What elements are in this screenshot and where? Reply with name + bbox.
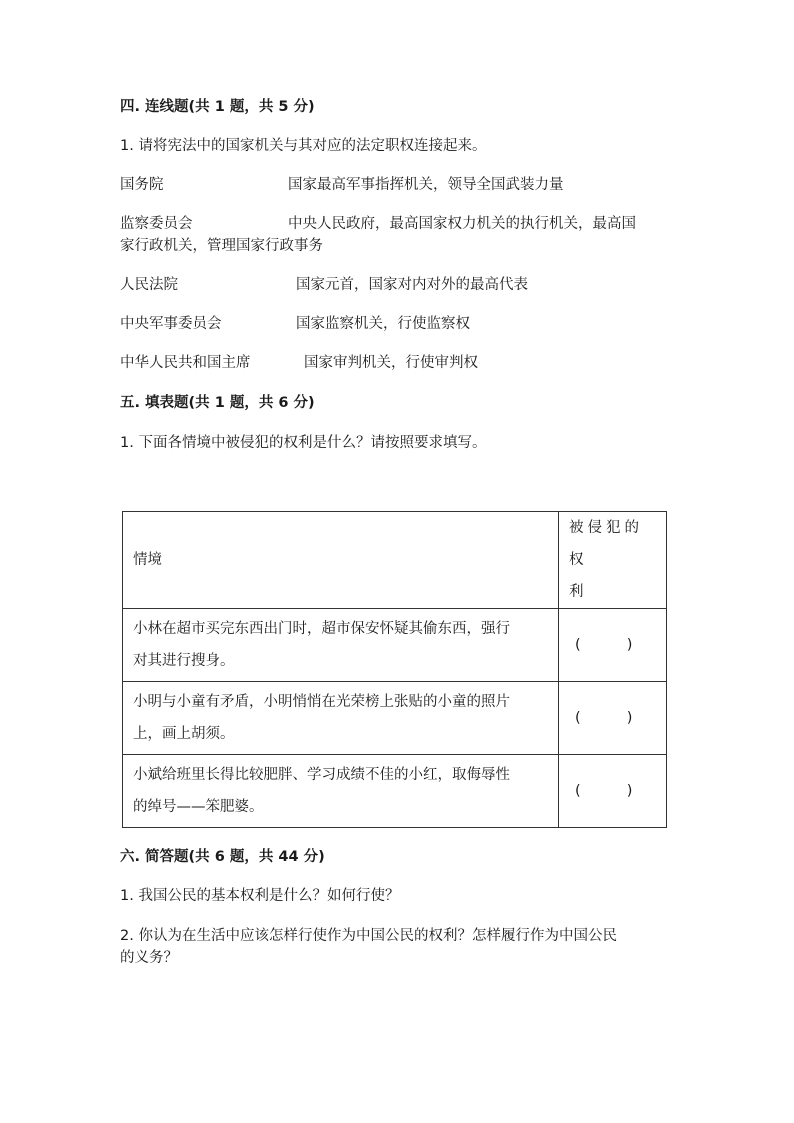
right-item: 国家审判机关，行使审判权 bbox=[304, 355, 478, 371]
question-5-1: 1. 下面各情境中被侵犯的权利是什么？请按照要求填写。 bbox=[120, 435, 487, 451]
right-item-continued: 家行政机关，管理国家行政事务 bbox=[120, 238, 323, 254]
header-violated-right-line1: 被侵犯的权 bbox=[569, 520, 643, 568]
situation-line: 的绰号——笨肥婆。 bbox=[133, 799, 264, 815]
situation-line: 对其进行搜身。 bbox=[133, 653, 235, 669]
answer-blank[interactable]: ( ) bbox=[559, 755, 667, 828]
table-header-row bbox=[123, 512, 667, 609]
answer-blank[interactable]: ( ) bbox=[559, 682, 667, 755]
question-6-1: 1. 我国公民的基本权利是什么？如何行使？ bbox=[120, 888, 400, 904]
situation-line: 小林在超市买完东西出门时，超市保安怀疑其偷东西，强行 bbox=[133, 621, 510, 637]
left-item: 中华人民共和国主席 bbox=[120, 355, 251, 371]
situation-line: 小斌给班里长得比较肥胖、学习成绩不佳的小红，取侮辱性 bbox=[133, 767, 510, 783]
left-item: 国务院 bbox=[120, 177, 164, 193]
header-situation: 情境 bbox=[123, 512, 559, 609]
situation-line: 上，画上胡须。 bbox=[133, 726, 235, 742]
situation-cell bbox=[123, 682, 559, 755]
question-6-2-continued: 的义务？ bbox=[120, 950, 178, 966]
left-item: 监察委员会 bbox=[120, 216, 193, 232]
right-item: 国家最高军事指挥机关，领导全国武装力量 bbox=[288, 177, 564, 193]
situation-line: 小明与小童有矛盾，小明悄悄在光荣榜上张贴的小童的照片 bbox=[133, 694, 510, 710]
situation-cell bbox=[123, 609, 559, 682]
table-row bbox=[123, 682, 667, 755]
section-6-title: 六. 简答题(共 6 题，共 44 分) bbox=[120, 849, 325, 865]
question-4-1: 1. 请将宪法中的国家机关与其对应的法定职权连接起来。 bbox=[120, 138, 487, 154]
right-item: 中央人民政府，最高国家权力机关的执行机关，最高国 bbox=[288, 216, 636, 232]
header-violated-right-line2: 利 bbox=[569, 584, 588, 600]
table-row bbox=[123, 609, 667, 682]
situation-cell bbox=[123, 755, 559, 828]
table-row bbox=[123, 755, 667, 828]
rights-table bbox=[122, 511, 667, 828]
header-violated-right bbox=[559, 512, 667, 609]
right-item: 国家监察机关，行使监察权 bbox=[296, 316, 470, 332]
right-item: 国家元首，国家对内对外的最高代表 bbox=[296, 277, 528, 293]
left-item: 中央军事委员会 bbox=[120, 316, 222, 332]
section-4-title: 四. 连线题(共 1 题，共 5 分) bbox=[120, 99, 315, 115]
question-6-2: 2. 你认为在生活中应该怎样行使作为中国公民的权利？怎样履行作为中国公民 bbox=[120, 928, 617, 944]
answer-blank[interactable]: ( ) bbox=[559, 609, 667, 682]
left-item: 人民法院 bbox=[120, 277, 178, 293]
section-5-title: 五. 填表题(共 1 题，共 6 分) bbox=[120, 395, 315, 411]
